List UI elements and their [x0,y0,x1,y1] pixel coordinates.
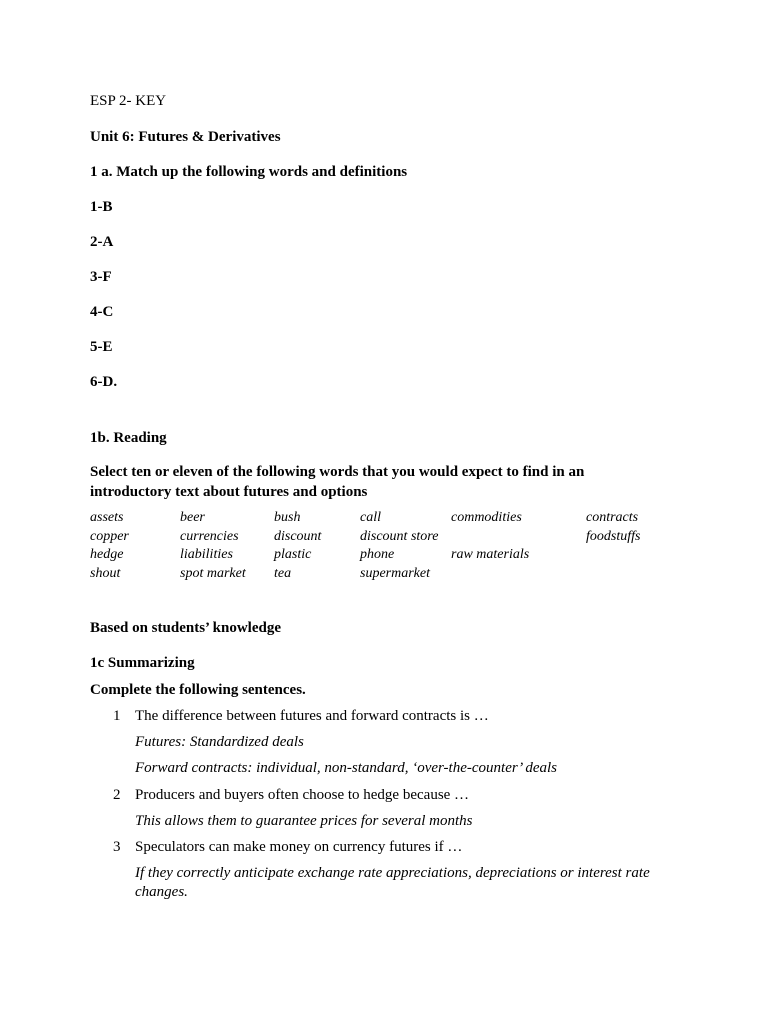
reading-instruction-line-2: introductory text about futures and options [90,484,368,500]
word-cell: hedge [90,547,124,562]
answer-item: 3-F [90,269,112,285]
word-cell: contracts [586,510,639,525]
reading-instruction-line-1: Select ten or eleven of the following words that you would expect to find in an [90,464,585,480]
word-cell: assets [90,510,124,525]
section-1a-heading: 1 a. Match up the following words and definitions [90,164,408,180]
item-number: 1 [113,708,121,724]
word-cell: currencies [180,529,239,544]
word-cell: call [360,510,381,525]
item-number: 2 [113,787,121,803]
word-cell: phone [360,547,395,562]
answer-item: 4-C [90,304,114,320]
section-1b-heading: 1b. Reading [90,430,167,446]
word-cell: plastic [274,547,312,562]
word-cell: foodstuffs [586,529,641,544]
answer-item: 2-A [90,234,114,250]
item-answer: Futures: Standardized deals [135,734,304,750]
answer-item: 1-B [90,199,113,215]
item-answer: If they correctly anticipate exchange rate appreciations, depreciations or interest rate changes. [135,865,650,900]
item-number: 3 [113,839,121,855]
word-cell: spot market [180,566,246,581]
unit-heading: Unit 6: Futures & Derivatives [90,129,281,145]
item-question: Speculators can make money on currency futures if … [135,839,463,855]
word-cell: copper [90,529,129,544]
word-grid-row [90,528,690,546]
word-grid-row [90,546,690,564]
word-cell: liabilities [180,547,233,562]
word-grid [90,509,690,585]
word-cell: shout [90,566,121,581]
answer-item: 6-D. [90,374,118,390]
word-cell: discount [274,529,322,544]
word-cell: tea [274,566,292,581]
word-grid-row [90,509,690,527]
item-question: Producers and buyers often choose to hedge because … [135,787,470,803]
document-title: ESP 2- KEY [90,93,167,109]
section-1c-heading: 1c Summarizing [90,655,195,671]
item-answer: Forward contracts: individual, non-standard, ‘over-the-counter’ deals [135,760,557,776]
item-answer: This allows them to guarantee prices for several months [135,813,473,829]
word-cell: supermarket [360,566,430,581]
word-cell: bush [274,510,301,525]
knowledge-note: Based on students’ knowledge [90,620,282,636]
word-cell: commodities [451,510,522,525]
item-question: The difference between futures and forward contracts is … [135,708,489,724]
word-cell: raw materials [451,547,530,562]
answer-item: 5-E [90,339,113,355]
word-cell: discount store [360,529,439,544]
word-cell: beer [180,510,205,525]
word-grid-row [90,565,690,583]
summarizing-instruction: Complete the following sentences. [90,682,306,698]
